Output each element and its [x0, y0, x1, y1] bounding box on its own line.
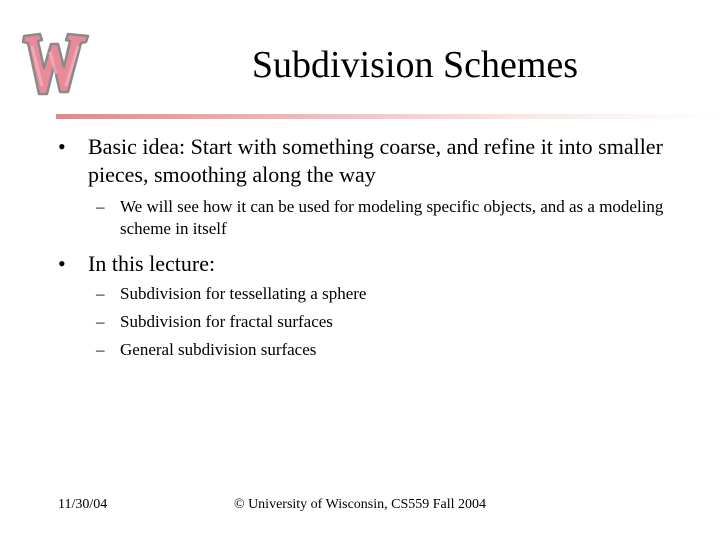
- bullet-in-this-lecture: • In this lecture:: [88, 250, 688, 278]
- title-divider: [56, 114, 720, 119]
- sub-bullet-general: – General subdivision surfaces: [120, 339, 690, 361]
- sub-bullet-fractal: – Subdivision for fractal surfaces: [120, 311, 690, 333]
- university-w-logo-icon: [20, 30, 92, 98]
- slide-title: Subdivision Schemes: [251, 44, 579, 86]
- bullet-basic-idea: • Basic idea: Start with something coarse, and refine it into smaller pieces, smoothing along the way: [88, 133, 688, 189]
- footer-credit: © University of Wisconsin, CS559 Fall 2004: [233, 497, 487, 512]
- sub-bullet-modeling: – We will see how it can be used for modeling specific objects, and as a modeling scheme in itself: [120, 196, 690, 240]
- footer-date: 11/30/04: [58, 497, 108, 512]
- sub-bullet-sphere: – Subdivision for tessellating a sphere: [120, 283, 690, 305]
